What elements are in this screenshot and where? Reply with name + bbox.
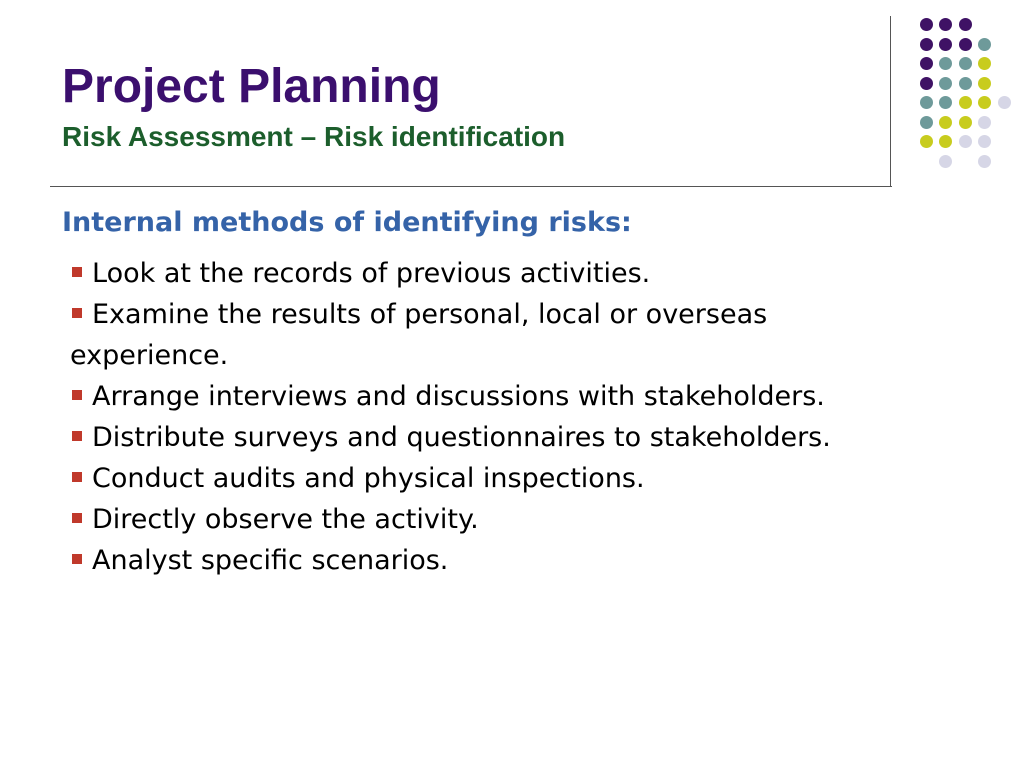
bullet-item (70, 253, 930, 294)
bullet-text: Directly observe the activity. (92, 504, 479, 535)
dot-purple (959, 38, 972, 51)
bullet-item (70, 499, 930, 540)
title-vertical-rule (890, 16, 891, 187)
slide-subtitle: Risk Assessment – Risk identification (62, 121, 566, 152)
dot-purple (939, 18, 952, 31)
dot-purple (920, 77, 933, 90)
dot-lavender (998, 96, 1011, 109)
square-bullet-icon (72, 267, 82, 277)
dot-purple (959, 18, 972, 31)
bullet-text: Conduct audits and physical inspections. (92, 463, 645, 494)
dot-yellow (939, 116, 952, 129)
dot-purple (920, 57, 933, 70)
dot-lavender (959, 135, 972, 148)
bullet-item (70, 294, 930, 376)
dot-lavender (978, 155, 991, 168)
dot-yellow (959, 116, 972, 129)
dot-teal (978, 38, 991, 51)
bullet-text: Look at the records of previous activities. (92, 258, 651, 289)
dot-yellow (920, 135, 933, 148)
square-bullet-icon (72, 431, 82, 441)
dot-teal (939, 96, 952, 109)
dot-teal (939, 57, 952, 70)
dot-yellow (939, 135, 952, 148)
bullet-text: Arrange interviews and discussions with stakeholders. (92, 381, 825, 412)
bullet-item (70, 376, 930, 417)
bullet-text: Examine the results of personal, local or overseas experience. (70, 299, 768, 371)
bullet-item (70, 417, 930, 458)
bullet-item (70, 458, 930, 499)
dot-purple (920, 18, 933, 31)
dot-yellow (978, 77, 991, 90)
square-bullet-icon (72, 308, 82, 318)
bullet-text: Distribute surveys and questionnaires to stakeholders. (92, 422, 831, 453)
slide-title: Project Planning (62, 60, 441, 113)
dot-yellow (978, 57, 991, 70)
dot-teal (959, 77, 972, 90)
dot-teal (959, 57, 972, 70)
dot-grid-icon (900, 10, 1010, 170)
dot-purple (939, 38, 952, 51)
square-bullet-icon (72, 513, 82, 523)
section-heading: Internal methods of identifying risks: (62, 207, 632, 238)
title-horizontal-rule (50, 186, 892, 187)
dot-teal (939, 77, 952, 90)
dot-purple (920, 38, 933, 51)
bullet-item (70, 540, 930, 581)
square-bullet-icon (72, 472, 82, 482)
square-bullet-icon (72, 390, 82, 400)
dot-lavender (939, 155, 952, 168)
dot-lavender (978, 116, 991, 129)
square-bullet-icon (72, 554, 82, 564)
dot-lavender (978, 135, 991, 148)
bullet-text: Analyst specific scenarios. (92, 545, 449, 576)
dot-teal (920, 96, 933, 109)
bullet-list (70, 253, 930, 581)
dot-yellow (959, 96, 972, 109)
dot-teal (920, 116, 933, 129)
dot-yellow (978, 96, 991, 109)
